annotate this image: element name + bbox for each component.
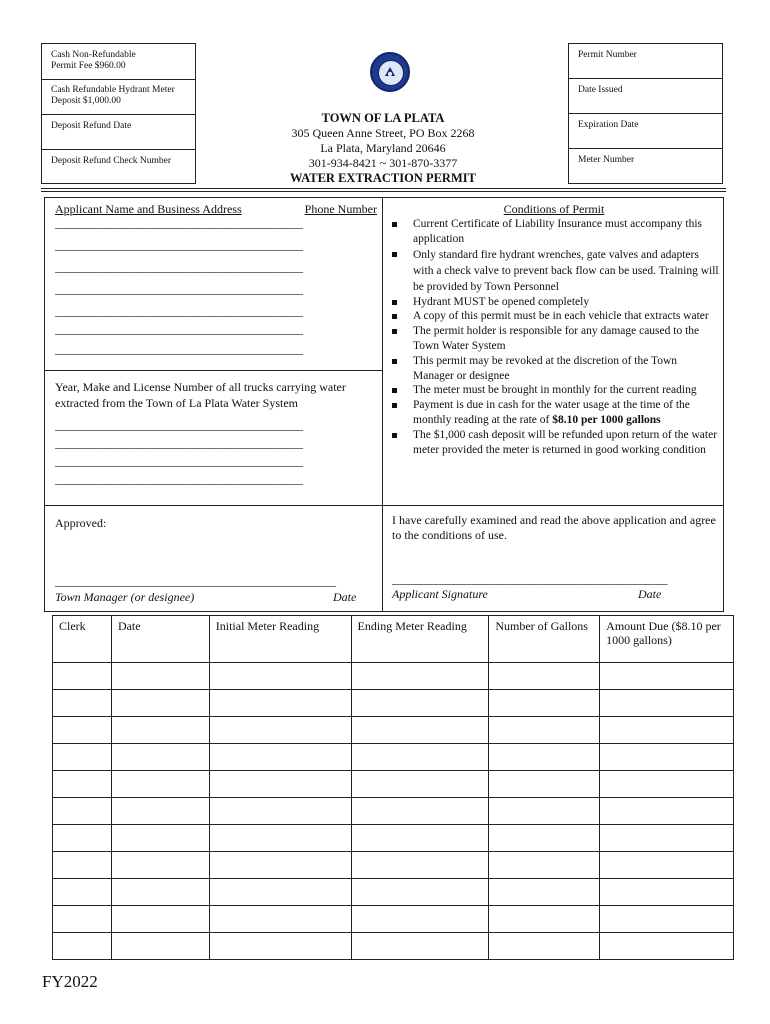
meter-number-label: Meter Number	[578, 155, 635, 165]
col-clerk: Clerk	[53, 616, 112, 663]
cell[interactable]	[209, 744, 351, 771]
condition-item: Hydrant MUST be opened completely	[383, 295, 719, 310]
cell[interactable]	[209, 690, 351, 717]
cell[interactable]	[53, 852, 112, 879]
cell[interactable]	[351, 852, 489, 879]
deposit-refund-check-label: Deposit Refund Check Number	[51, 156, 172, 166]
expiration-date-box[interactable]	[568, 113, 723, 149]
cell[interactable]	[53, 906, 112, 933]
cell[interactable]	[351, 744, 489, 771]
applicant-name-label: Applicant Name and Business Address	[55, 202, 242, 216]
cell[interactable]	[111, 690, 209, 717]
col-date: Date	[111, 616, 209, 663]
cell[interactable]	[111, 852, 209, 879]
table-row	[53, 906, 734, 933]
cell[interactable]	[53, 771, 112, 798]
col-amount-due: Amount Due ($8.10 per 1000 gallons)	[600, 616, 734, 663]
header-divider	[41, 188, 726, 189]
table-row	[53, 744, 734, 771]
cell[interactable]	[489, 825, 600, 852]
cell[interactable]	[489, 663, 600, 690]
cell[interactable]	[600, 852, 734, 879]
manager-date-label: Date	[333, 590, 357, 604]
permit-fee-box	[41, 43, 196, 80]
cell[interactable]	[351, 663, 489, 690]
cell[interactable]	[53, 798, 112, 825]
conditions-title: Conditions of Permit	[503, 202, 605, 216]
expiration-date-label: Expiration Date	[578, 120, 639, 130]
deposit-refund-date-box[interactable]	[41, 114, 196, 150]
permit-fee-line2: Permit Fee $960.00	[51, 61, 126, 71]
cell[interactable]	[600, 825, 734, 852]
cell[interactable]	[600, 717, 734, 744]
table-row	[53, 879, 734, 906]
col-ending-reading: Ending Meter Reading	[351, 616, 489, 663]
cell[interactable]	[489, 852, 600, 879]
approved-label: Approved:	[55, 516, 107, 530]
cell[interactable]	[600, 933, 734, 960]
cell[interactable]	[209, 879, 351, 906]
deposit-refund-check-box[interactable]	[41, 149, 196, 184]
applicant-line-5[interactable]: _____________________________________________	[55, 304, 303, 318]
phone-number-label: Phone Number	[304, 202, 377, 216]
applicant-line-2[interactable]: _____________________________________________	[55, 238, 303, 252]
cell[interactable]	[53, 825, 112, 852]
cell[interactable]	[489, 771, 600, 798]
permit-title: WATER EXTRACTION PERMIT	[290, 171, 476, 185]
condition-item: This permit may be revoked at the discretion of the Town Manager or designee	[383, 354, 719, 384]
col-gallons: Number of Gallons	[489, 616, 600, 663]
cell[interactable]	[489, 906, 600, 933]
truck-line-1[interactable]: _____________________________________________	[55, 418, 303, 432]
table-row	[53, 690, 734, 717]
cell[interactable]	[111, 933, 209, 960]
fiscal-year: FY2022	[42, 972, 98, 991]
cell[interactable]	[53, 744, 112, 771]
payment-condition-text: Payment is due in cash for the water usage at the time of the monthly reading at the rate of	[413, 399, 690, 426]
water-rate: $8.10 per 1000 gallons	[552, 413, 661, 426]
cell[interactable]	[111, 798, 209, 825]
truck-line-4[interactable]: _____________________________________________	[55, 472, 303, 486]
cell[interactable]	[209, 825, 351, 852]
cell[interactable]	[351, 771, 489, 798]
agreement-text: I have carefully examined and read the above application and agree to the conditions of use.	[392, 513, 716, 542]
applicant-line-4[interactable]: _____________________________________________	[55, 282, 303, 296]
cell[interactable]	[489, 717, 600, 744]
cell[interactable]	[209, 906, 351, 933]
cell[interactable]	[351, 798, 489, 825]
cell[interactable]	[489, 690, 600, 717]
condition-item: A copy of this permit must be in each vehicle that extracts water	[383, 309, 719, 324]
applicant-line-6[interactable]: _____________________________________________	[55, 322, 303, 336]
permit-fee-line1: Cash Non-Refundable	[51, 50, 136, 60]
cell[interactable]	[351, 933, 489, 960]
approval-section	[44, 505, 383, 612]
truck-line-2[interactable]: _____________________________________________	[55, 436, 303, 450]
cell[interactable]	[351, 879, 489, 906]
applicant-section	[44, 197, 383, 506]
meter-deposit-line1: Cash Refundable Hydrant Meter	[51, 85, 175, 95]
applicant-date-label: Date	[638, 587, 662, 601]
town-phones: 301-934-8421 ~ 301-870-3377	[308, 156, 458, 170]
cell[interactable]	[209, 663, 351, 690]
condition-item: The meter must be brought in monthly for the current reading	[383, 383, 719, 398]
cell[interactable]	[489, 933, 600, 960]
date-issued-label: Date Issued	[578, 85, 623, 95]
cell[interactable]	[600, 879, 734, 906]
cell[interactable]	[351, 717, 489, 744]
cell[interactable]	[53, 879, 112, 906]
cell[interactable]	[209, 717, 351, 744]
meter-deposit-line2: Deposit $1,000.00	[51, 96, 121, 106]
applicant-line-3[interactable]: _____________________________________________	[55, 260, 303, 274]
cell[interactable]	[600, 744, 734, 771]
applicant-line-1[interactable]: _____________________________________________	[55, 216, 303, 230]
table-row	[53, 771, 734, 798]
cell[interactable]	[111, 771, 209, 798]
cell[interactable]	[111, 879, 209, 906]
cell[interactable]	[600, 798, 734, 825]
table-row	[53, 798, 734, 825]
town-manager-label: Town Manager (or designee)	[55, 590, 195, 604]
cell[interactable]	[600, 690, 734, 717]
cell[interactable]	[209, 798, 351, 825]
cell[interactable]	[53, 690, 112, 717]
manager-signature-line[interactable]: ___________________________________________________	[55, 574, 336, 588]
cell[interactable]	[600, 771, 734, 798]
conditions-list	[383, 217, 719, 457]
cell[interactable]	[209, 771, 351, 798]
meter-deposit-box	[41, 79, 196, 115]
cell[interactable]	[111, 744, 209, 771]
cell[interactable]	[53, 933, 112, 960]
cell[interactable]	[209, 852, 351, 879]
town-address-line1: 305 Queen Anne Street, PO Box 2268	[291, 126, 475, 140]
table-row	[53, 717, 734, 744]
meter-number-box[interactable]	[568, 148, 723, 184]
cell[interactable]	[351, 906, 489, 933]
truck-line-3[interactable]: _____________________________________________	[55, 454, 303, 468]
town-seal-icon	[370, 52, 410, 92]
header-divider-double	[41, 191, 726, 192]
applicant-line-7[interactable]: _____________________________________________	[55, 342, 303, 356]
applicant-signature-label: Applicant Signature	[392, 587, 488, 601]
table-row	[53, 852, 734, 879]
permit-number-box[interactable]	[568, 43, 723, 79]
cell[interactable]	[111, 825, 209, 852]
condition-item: The $1,000 cash deposit will be refunded upon return of the water meter provided the meter is returned in good working condition	[383, 428, 719, 458]
condition-item: The permit holder is responsible for any damage caused to the Town Water System	[383, 324, 719, 354]
applicant-signature-line[interactable]: __________________________________________________	[392, 572, 667, 586]
table-row	[53, 663, 734, 690]
trucks-label-line1: Year, Make and License Number of all trucks carrying water	[55, 380, 346, 394]
deposit-refund-date-label: Deposit Refund Date	[51, 121, 132, 131]
town-address-line2: La Plata, Maryland 20646	[320, 141, 446, 155]
applicant-trucks-divider	[45, 370, 382, 371]
table-row	[53, 933, 734, 960]
cell[interactable]	[111, 663, 209, 690]
date-issued-box[interactable]	[568, 78, 723, 114]
cell[interactable]	[489, 744, 600, 771]
table-row	[53, 825, 734, 852]
cell[interactable]	[351, 690, 489, 717]
town-name: TOWN OF LA PLATA	[321, 111, 445, 125]
table-header-row	[53, 616, 734, 663]
cell[interactable]	[600, 906, 734, 933]
condition-item: Only standard fire hydrant wrenches, gate valves and adapters with a check valve to prevent back flow can be used. Training will be provided by Town Personnel	[383, 247, 719, 295]
cell[interactable]	[111, 906, 209, 933]
cell[interactable]	[351, 825, 489, 852]
cell[interactable]	[600, 663, 734, 690]
trucks-label-line2: extracted from the Town of La Plata Water System	[55, 396, 299, 410]
cell[interactable]	[489, 879, 600, 906]
meter-log-table	[52, 615, 734, 960]
cell[interactable]	[53, 663, 112, 690]
permit-number-label: Permit Number	[578, 50, 637, 60]
conditions-section	[382, 197, 724, 506]
cell[interactable]	[209, 933, 351, 960]
cell[interactable]	[111, 717, 209, 744]
condition-item	[383, 398, 719, 428]
condition-item: Current Certificate of Liability Insurance must accompany this application	[383, 217, 719, 247]
col-initial-reading: Initial Meter Reading	[209, 616, 351, 663]
cell[interactable]	[489, 798, 600, 825]
agreement-section	[382, 505, 724, 612]
cell[interactable]	[53, 717, 112, 744]
